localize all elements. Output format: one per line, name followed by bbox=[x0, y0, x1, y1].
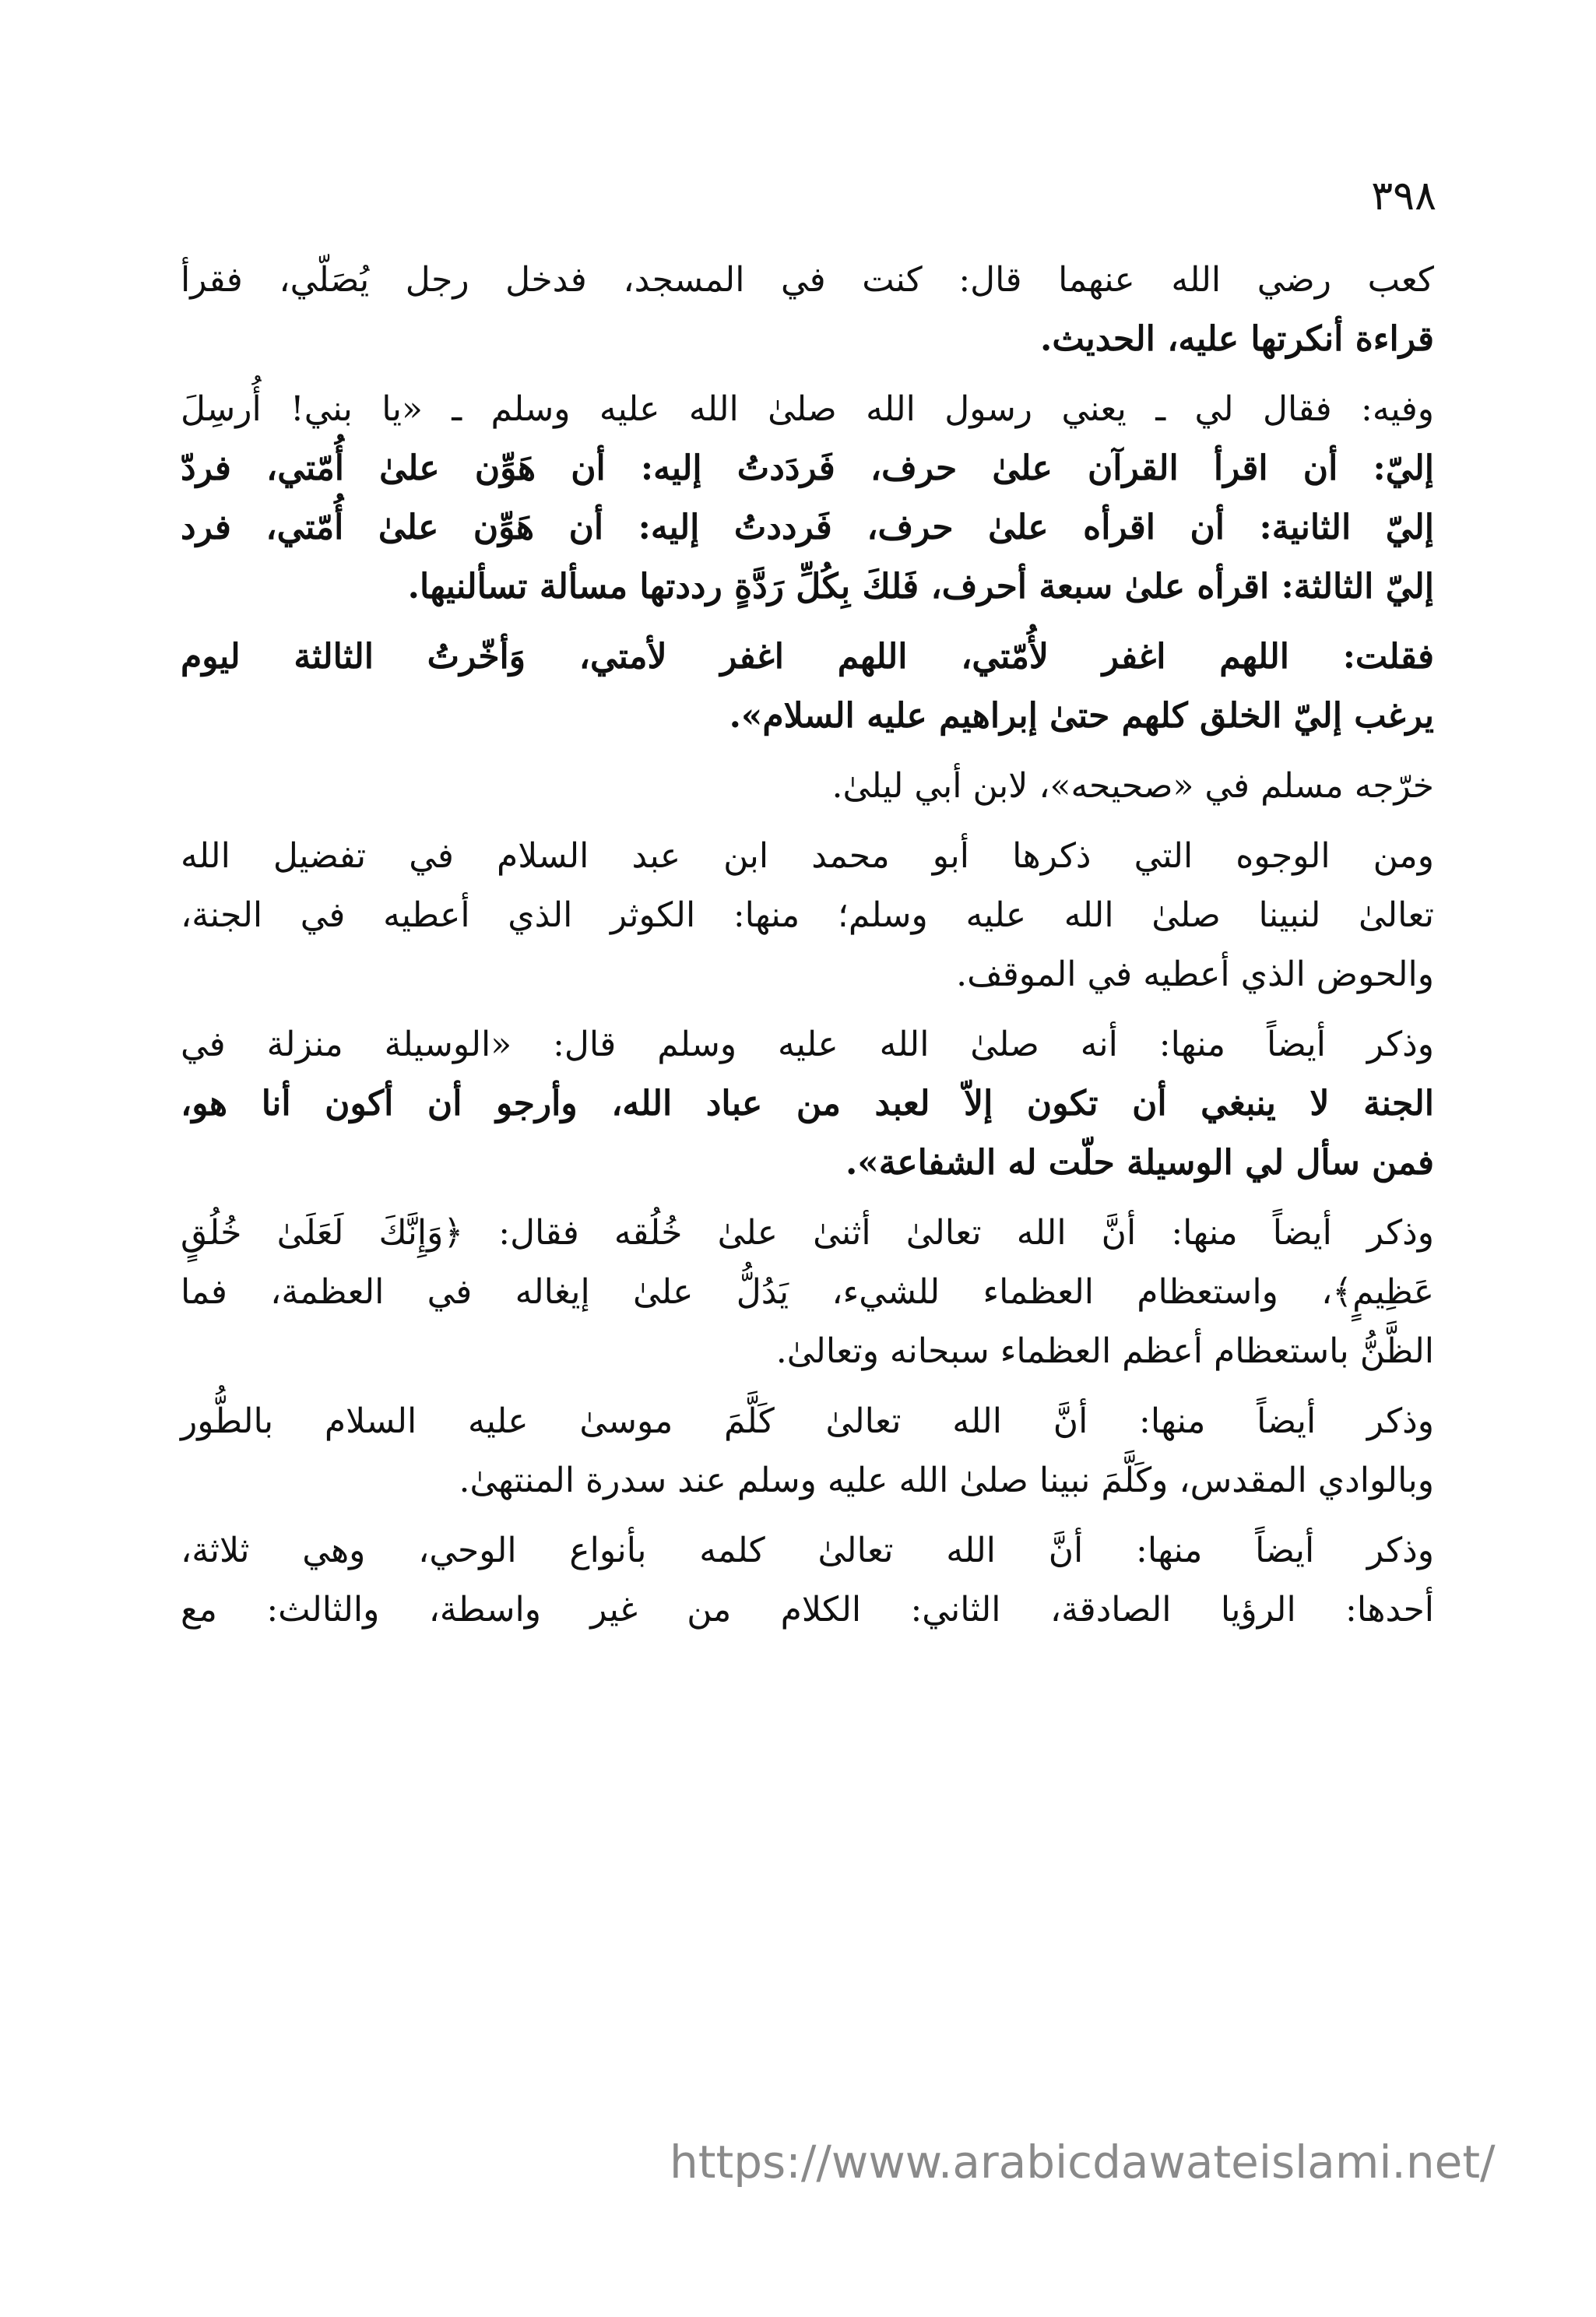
paragraph bbox=[181, 251, 1434, 369]
text-line: عَظِيمٍ﴾، واستعظام العظماء للشيء، يَدُلُّ علىٰ إيغاله في العظمة، فما bbox=[181, 1272, 1434, 1312]
text-line: تعالىٰ لنبينا صلىٰ الله عليه وسلم؛ منها: الكوثر الذي أعطيه في الجنة، bbox=[181, 895, 1434, 935]
text-line: الجنة لا ينبغي أن تكون إلاّ لعبد من عباد الله، وأرجو أن أكون أنا هو، bbox=[181, 1084, 1434, 1123]
text-line: وذكر أيضاً منها: أنَّ الله تعالىٰ كلمه بأنواع الوحي، وهي ثلاثة، bbox=[181, 1531, 1434, 1570]
page-body bbox=[181, 251, 1434, 1651]
paragraph bbox=[181, 827, 1434, 1004]
paragraph bbox=[181, 1392, 1434, 1510]
page-number: ٣٩٨ bbox=[1371, 173, 1436, 220]
text-line: إليّ: أن اقرأ القرآن علىٰ حرف، فَردَدتُ إليه: أن هَوِّن علىٰ أُمّتي، فردّ bbox=[181, 448, 1434, 488]
text-line: إليّ الثانية: أن اقرأه علىٰ حرف، فَرددتُ إليه: أن هَوِّن علىٰ أُمّتي، فرد bbox=[181, 508, 1434, 547]
text-line: وذكر أيضاً منها: أنَّ الله تعالىٰ أثنىٰ علىٰ خُلُقه فقال: ﴿وَإِنَّكَ لَعَلَىٰ خُلُقٍ bbox=[181, 1213, 1434, 1253]
text-line: ومن الوجوه التي ذكرها أبو محمد ابن عبد السلام في تفضيل الله bbox=[181, 836, 1434, 876]
text-line: خرّجه مسلم في «صحيحه»، لابن أبي ليلىٰ. bbox=[831, 766, 1434, 806]
text-line: وفيه: فقال لي ـ يعني رسول الله صلىٰ الله عليه وسلم ـ «يا بني! أُرسِلَ bbox=[181, 389, 1434, 429]
text-line: أحدها: الرؤيا الصادقة، الثاني: الكلام من غير واسطة، والثالث: مع bbox=[181, 1590, 1434, 1630]
text-line: قراءة أنكرتها عليه، الحديث. bbox=[1040, 319, 1434, 359]
text-line: فمن سأل لي الوسيلة حلّت له الشفاعة». bbox=[845, 1143, 1434, 1183]
text-line: كعب رضي الله عنهما قال: كنت في المسجد، فدخل رجل يُصَلّي، فقرأ bbox=[181, 260, 1434, 300]
paragraph bbox=[181, 1204, 1434, 1381]
text-line: وذكر أيضاً منها: أنَّ الله تعالىٰ كَلَّمَ موسىٰ عليه السلام بالطُّور bbox=[181, 1401, 1434, 1441]
text-line: إليّ الثالثة: اقرأه علىٰ سبعة أحرف، فَلكَ بِكُلِّ رَدَّةٍ رددتها مسألة تسألنيها. bbox=[407, 567, 1434, 606]
text-line: الظَّنُّ باستعظام أعظم العظماء سبحانه وتعالىٰ. bbox=[775, 1331, 1434, 1371]
text-line: وبالوادي المقدس، وكَلَّمَ نبينا صلىٰ الله عليه وسلم عند سدرة المنتهىٰ. bbox=[459, 1461, 1434, 1500]
paragraph bbox=[181, 1521, 1434, 1640]
paragraph bbox=[181, 628, 1434, 746]
paragraph bbox=[181, 757, 1434, 816]
text-line: يرغب إليّ الخلق كلهم حتىٰ إبراهيم عليه السلام». bbox=[729, 696, 1434, 736]
paragraph bbox=[181, 380, 1434, 617]
text-line: وذكر أيضاً منها: أنه صلىٰ الله عليه وسلم قال: «الوسيلة منزلة في bbox=[181, 1025, 1434, 1064]
paragraph bbox=[181, 1015, 1434, 1193]
text-line: والحوض الذي أعطيه في الموقف. bbox=[956, 955, 1434, 994]
watermark-url: https://www.arabicdawateislami.net/ bbox=[670, 2136, 1496, 2189]
text-line: فقلت: اللهم اغفر لأُمّتي، اللهم اغفر لأمتي، وَأخّرتُ الثالثة ليوم bbox=[181, 637, 1434, 677]
